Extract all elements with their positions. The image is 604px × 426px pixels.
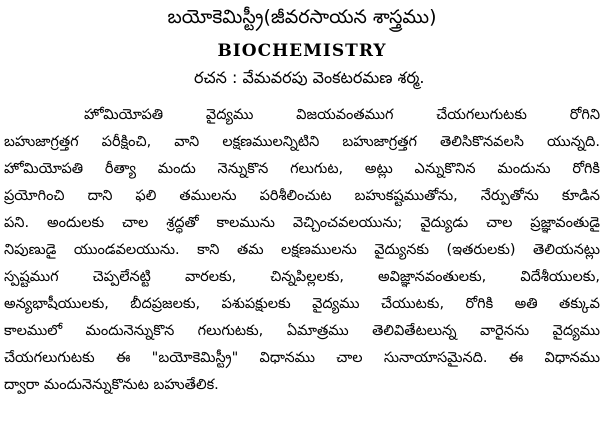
text-line: కాలములో మందునెన్నుకొన గలుగుటకు, ఏమాత్రము తెలివితేటలున్న వారైనను వైద్యము — [4, 323, 600, 339]
text-line: పని. అందులకు చాల శ్రద్ధతో కాలమును వెచ్చించవలయును; వైద్యుడు చాల ప్రజ్ఞావంతుడై — [4, 215, 600, 231]
text-line: ద్వారా మందునెన్నుకొనుట బహుతేలిక. — [4, 377, 219, 393]
text-line: ప్రయోగించి దాని ఫలి తములను పరిశీలించుట బహుకష్టముతోను, నేర్పుతోను కూడిన — [4, 188, 600, 204]
text-line: చేయగలుగుటకు ఈ "బయోకెమిస్ట్రీ" విధానము చాల సునాయాసమైనది. ఈ విధానము — [4, 350, 600, 366]
title-english: BIOCHEMISTRY — [217, 41, 387, 61]
text-line: హోమియోపతి రీత్యా మందు నెన్నుకొన గలుగుట, అట్లు ఎన్నుకొనిన మందును రోగికి — [4, 161, 600, 177]
title-telugu: బయోకెమిస్ట్రీ(జీవరసాయన శాస్త్రము) — [167, 6, 437, 28]
body-paragraph — [4, 102, 600, 399]
text-line: బహుజాగ్రత్తగ పరీక్షించి, వాని లక్షణములన్నిటిని బహుజాగ్రత్తగ తెలిసికొనవలసి యున్నది. — [4, 134, 600, 150]
text-line: నిపుణుడై యుండవలయును. కాని తమ లక్షణములను వైద్యునకు (ఇతరులకు) తెలియనట్లు — [4, 242, 600, 258]
author-line: రచన : వేమవరపు వెంకటరమణ శర్మ. — [194, 68, 425, 87]
text-line: హోమియోపతి వైద్యము విజయవంతముగ చేయగలుగుటకు రోగిని — [84, 107, 600, 123]
text-line: అన్యభాషీయులకు, బీదప్రజలకు, పశుపక్షులకు వైద్యము చేయుటకు, రోగికి అతి తక్కువ — [4, 296, 600, 312]
text-line: స్పష్టముగ చెప్పలేనట్టి వారలకు, చిన్నపిల్లలకు, అవిజ్ఞానవంతులకు, విదేశీయులకు, — [4, 269, 600, 285]
